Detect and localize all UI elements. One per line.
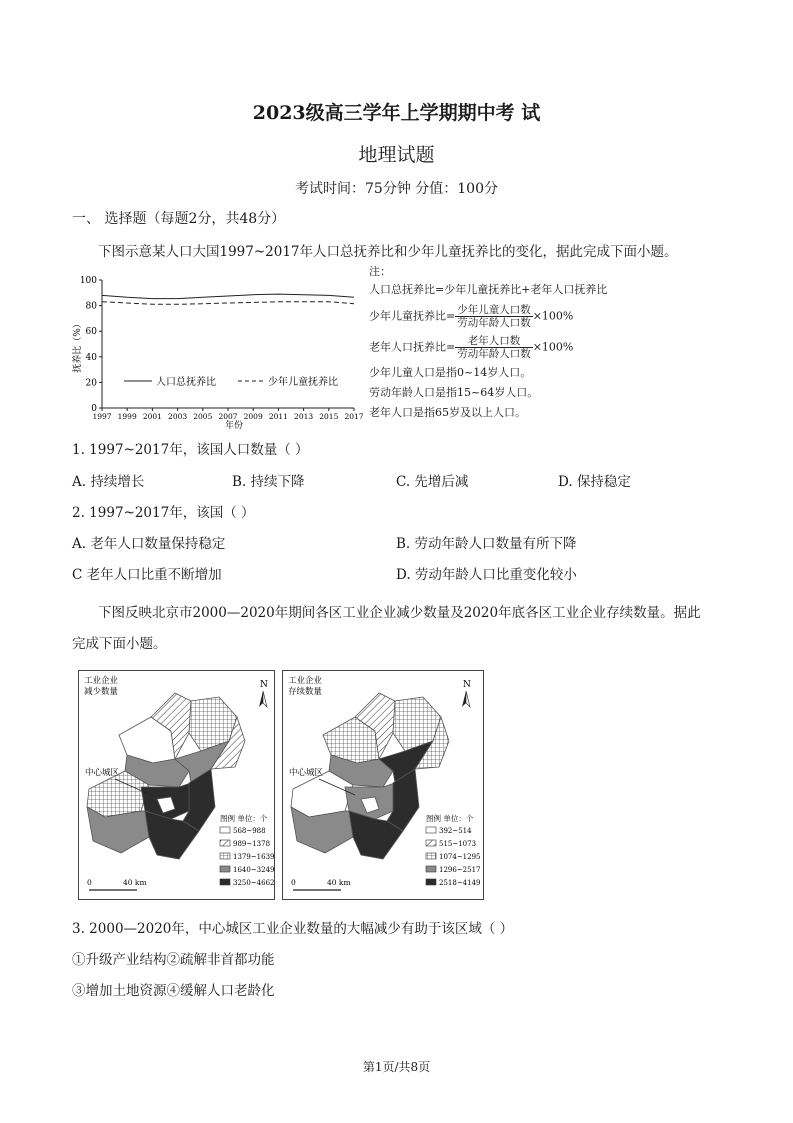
x-tick-label: 1997 xyxy=(92,412,112,421)
map1-legend-4: 1640~3249 xyxy=(233,866,274,874)
map2-legend-5: 2518~4149 xyxy=(439,879,481,887)
chart-series xyxy=(102,294,354,304)
beijing-map-reduction xyxy=(79,671,274,899)
chart-axes xyxy=(80,276,364,421)
section-title: 一、 选择题（每题2分，共48分） xyxy=(72,211,286,227)
x-tick-label: 2015 xyxy=(319,412,339,421)
map2-center-label: 中心城区 xyxy=(289,768,324,778)
map1-north-label: N xyxy=(260,680,268,690)
note-2-fraction xyxy=(455,304,533,329)
map1-center-label: 中心城区 xyxy=(85,768,120,778)
y-tick-label: 100 xyxy=(79,276,97,286)
note-2-pre: 少年儿童抚养比= xyxy=(369,309,456,323)
q1-option-b[interactable]: B. 持续下降 xyxy=(232,474,305,490)
note-3-fraction xyxy=(455,335,533,360)
map-panel-1 xyxy=(78,670,275,900)
q2-option-c[interactable]: C 老年人口比重不断增加 xyxy=(72,567,222,583)
legend-label-total: 人口总抚养比 xyxy=(156,377,216,388)
exam-meta: 考试时间：75分钟 分值：100分 xyxy=(295,181,498,197)
q1-option-d[interactable]: D. 保持稳定 xyxy=(558,474,631,490)
dependency-ratio-chart xyxy=(66,268,366,433)
map2-scale-zero: 0 xyxy=(291,878,296,887)
question-1-stem: 1. 1997~2017年，该国人口数量（ ） xyxy=(72,442,309,458)
note-3-pre: 老年人口抚养比= xyxy=(369,340,456,354)
x-axis-label: 年份 xyxy=(224,421,244,431)
q1-option-a[interactable]: A. 持续增长 xyxy=(72,474,145,490)
intro-paragraph-2-line-1: 下图反映北京市2000—2020年期间各区工业企业减少数量及2020年底各区工业企业存续数量。据此 xyxy=(98,605,701,621)
y-tick-label: 20 xyxy=(85,378,97,389)
series-line-child xyxy=(102,302,354,305)
x-tick-label: 2003 xyxy=(168,412,188,421)
map2-north-label: N xyxy=(463,680,471,690)
page-footer: 第1页/共8页 xyxy=(362,1060,431,1074)
map1-legend-1: 568~988 xyxy=(233,827,266,835)
note-line-4: 少年儿童人口是指0~14岁人口。 xyxy=(369,366,532,379)
y-tick-label: 60 xyxy=(85,327,97,338)
map-panel-2 xyxy=(282,670,484,900)
q3-statement-line-2: ③增加土地资源④缓解人口老龄化 xyxy=(72,983,275,999)
notes-label: 注： xyxy=(369,265,391,278)
map2-title-line-2: 存续数量 xyxy=(288,687,323,697)
note-line-2 xyxy=(369,304,607,329)
note-3-den: 劳动年龄人口数 xyxy=(457,348,531,360)
intro-paragraph-2-line-2: 完成下面小题。 xyxy=(72,636,167,652)
map2-legend-3: 1074~1295 xyxy=(439,853,481,861)
x-tick-label: 2017 xyxy=(344,412,364,421)
q2-option-d[interactable]: D. 劳动年龄人口比重变化较小 xyxy=(396,567,577,583)
y-tick-label: 0 xyxy=(91,404,97,414)
map2-scale-bar xyxy=(291,878,351,890)
x-tick-label: 2009 xyxy=(243,412,263,421)
beijing-map-remaining xyxy=(283,671,483,899)
note-line-1: 人口总抚养比=少年儿童抚养比+老年人口抚养比 xyxy=(369,283,608,296)
y-tick-label: 40 xyxy=(85,352,97,363)
map2-legend-2: 515~1073 xyxy=(439,840,477,848)
question-3-stem: 3. 2000—2020年，中心城区工业企业数量的大幅减少有助于该区域（ ） xyxy=(72,921,514,937)
subject-title: 地理试题 xyxy=(358,144,435,166)
map2-legend xyxy=(426,813,481,887)
y-tick-label: 80 xyxy=(85,301,97,312)
map2-title-line-1: 工业企业 xyxy=(288,676,323,686)
note-line-6: 老年人口是指65岁及以上人口。 xyxy=(369,406,526,419)
x-tick-label: 2013 xyxy=(294,412,314,421)
map1-legend xyxy=(220,813,274,887)
exam-title: 2023级高三学年上学期期中考 试 xyxy=(252,102,541,124)
series-line-total xyxy=(102,294,354,299)
map1-legend-title: 图例 单位：个 xyxy=(220,814,268,823)
note-3-post: ×100% xyxy=(532,340,574,354)
x-tick-label: 2001 xyxy=(142,412,162,421)
y-axis-label: 抚养比（%） xyxy=(73,319,83,373)
chart-notes xyxy=(369,265,607,420)
map1-title-line-2: 减少数量 xyxy=(84,687,119,697)
q3-statement-line-1: ①升级产业结构②疏解非首都功能 xyxy=(72,952,275,968)
q1-option-c[interactable]: C. 先增后减 xyxy=(396,474,469,490)
note-2-post: ×100% xyxy=(532,309,574,323)
x-tick-label: 2007 xyxy=(218,412,238,421)
map1-scale-label: 40 km xyxy=(123,878,147,887)
note-line-3 xyxy=(369,335,607,360)
x-tick-label: 2011 xyxy=(268,412,288,421)
x-tick-label: 2005 xyxy=(193,412,213,421)
x-tick-label: 1999 xyxy=(117,412,137,421)
q2-option-a[interactable]: A. 老年人口数量保持稳定 xyxy=(72,536,226,552)
map2-scale-label: 40 km xyxy=(327,878,351,887)
map1-legend-3: 1379~1639 xyxy=(233,853,274,861)
chart-legend xyxy=(124,375,338,388)
map1-title-line-1: 工业企业 xyxy=(84,676,119,686)
intro-paragraph-1: 下图示意某人口大国1997~2017年人口总抚养比和少年儿童抚养比的变化，据此完成下面小题。 xyxy=(98,244,678,260)
map1-scale-bar xyxy=(87,878,147,890)
map2-legend-title: 图例 单位：个 xyxy=(426,814,474,823)
north-arrow-icon xyxy=(462,680,471,707)
question-2-stem: 2. 1997~2017年，该国（ ） xyxy=(72,505,255,521)
map1-scale-zero: 0 xyxy=(87,878,92,887)
note-2-den: 劳动年龄人口数 xyxy=(457,317,531,329)
map2-legend-1: 392~514 xyxy=(439,827,472,835)
note-2-num: 少年儿童人口数 xyxy=(457,304,531,316)
map1-legend-5: 3250~4662 xyxy=(233,879,274,887)
legend-label-child: 少年儿童抚养比 xyxy=(268,377,338,388)
q2-option-b[interactable]: B. 劳动年龄人口数量有所下降 xyxy=(396,536,577,552)
north-arrow-icon xyxy=(259,680,268,707)
note-line-5: 劳动年龄人口是指15~64岁人口。 xyxy=(369,386,539,399)
map2-legend-4: 1296~2517 xyxy=(439,866,481,874)
map1-legend-2: 989~1378 xyxy=(233,840,271,848)
note-3-num: 老年人口数 xyxy=(455,335,533,348)
